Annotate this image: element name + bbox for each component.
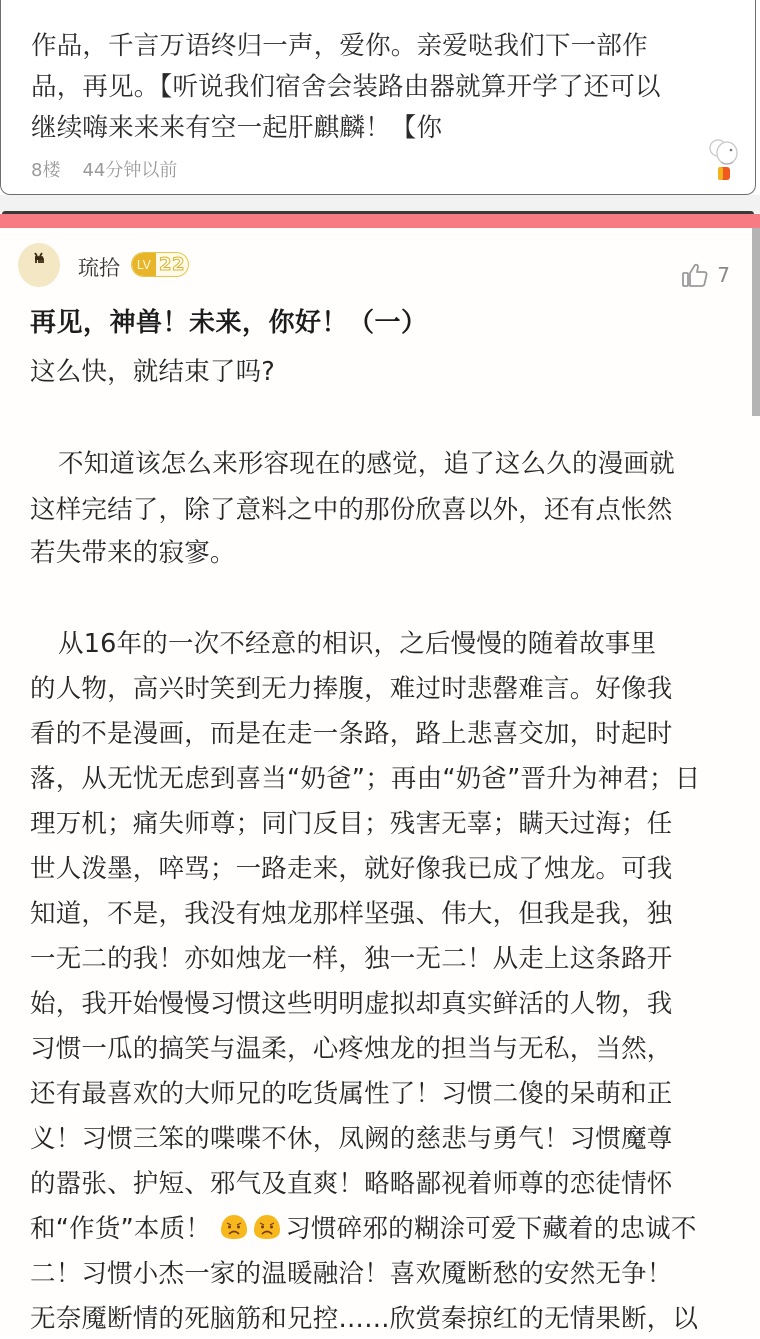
comment-time: 44分钟以前 [82,160,178,181]
post-text-line: 世人泼墨，啐骂；一路走来，就好像我已成了烛龙。可我 [30,854,673,884]
deer-avatar-icon [31,251,47,267]
post-text-line: 从16年的一次不经意的相识，之后慢慢的随着故事里 [58,629,657,659]
post-title: 再见，神兽！未来，你好！（一） [30,308,428,338]
comment-meta [31,156,177,182]
like-button[interactable] [681,262,730,288]
thumbs-up-icon [681,262,709,288]
mascot-icon[interactable] [705,136,741,182]
post-text-line: 看的不是漫画，而是在走一条路，路上悲喜交加，时起时 [30,719,673,749]
post-text-line: 这么快，就结束了吗? [30,357,276,387]
floor-number: 8楼 [31,160,61,181]
scrollbar[interactable] [752,228,760,416]
accent-bar [0,214,760,228]
post-text-line: 的嚣张、护短、邪气及直爽！略略鄙视着师尊的恋徒情怀 [30,1169,673,1199]
previous-comment-card[interactable] [0,0,756,195]
post-text-line-with-emoji [30,1209,697,1249]
post-text-line: 不知道该怎么来形容现在的感觉，追了这么久的漫画就 [58,449,675,479]
comment-text-line: 继续嗨来来来有空一起肝麒麟！【你 [31,113,443,143]
post-text-line: 理万机；痛失师尊；同门反目；残害无辜；瞒天过海；任 [30,809,673,839]
comment-text-line: 作品，千言万语终归一声，爱你。亲爱哒我们下一部作 [31,31,648,61]
post-text-line: 始，我开始慢慢习惯这些明明虚拟却真实鲜活的人物，我 [30,989,673,1019]
frown-emoji-icon [252,1213,282,1241]
comment-text-line: 品，再见。【听说我们宿舍会装路由器就算开学了还可以 [31,72,661,102]
level-badge [131,252,189,277]
post-text-line: 习惯一瓜的搞笑与温柔，心疼烛龙的担当与无私，当然， [30,1034,673,1064]
post-text-segment: 和“作货”本质！ [30,1214,212,1244]
frown-emoji-icon [219,1213,249,1241]
post-text-line: 无奈魇断情的死脑筋和兄控……欣赏秦掠红的无情果断，以 [30,1304,699,1334]
post-text-segment: 习惯碎邪的糊涂可爱下藏着的忠诚不 [285,1214,697,1244]
post-text-line: 落，从无忧无虑到喜当“奶爸”；再由“奶爸”晋升为神君；日 [30,764,701,794]
author-name[interactable]: 琉拾 [78,256,120,280]
level-prefix: LV [132,253,156,276]
post-text-line: 知道，不是，我没有烛龙那样坚强、伟大，但我是我，独 [30,899,673,929]
post-text-line: 还有最喜欢的大师兄的吃货属性了！习惯二傻的呆萌和正 [30,1079,673,1109]
post-text-line: 的人物，高兴时笑到无力捧腹，难过时悲罄难言。好像我 [30,674,673,704]
post-text-line: 这样完结了，除了意料之中的那份欣喜以外，还有点怅然 [30,495,673,525]
post-text-line: 二！习惯小杰一家的温暖融洽！喜欢魇断愁的安然无争！ [30,1259,673,1289]
post-text-line: 义！习惯三笨的喋喋不休，凤阙的慈悲与勇气！习惯魔尊 [30,1124,673,1154]
level-number: 22 [159,254,186,275]
post-text-line: 一无二的我！亦如烛龙一样，独一无二！从走上这条路开 [30,944,673,974]
post-text-line: 若失带来的寂寥。 [30,538,236,568]
like-count: 7 [717,263,730,287]
avatar[interactable] [18,243,60,287]
